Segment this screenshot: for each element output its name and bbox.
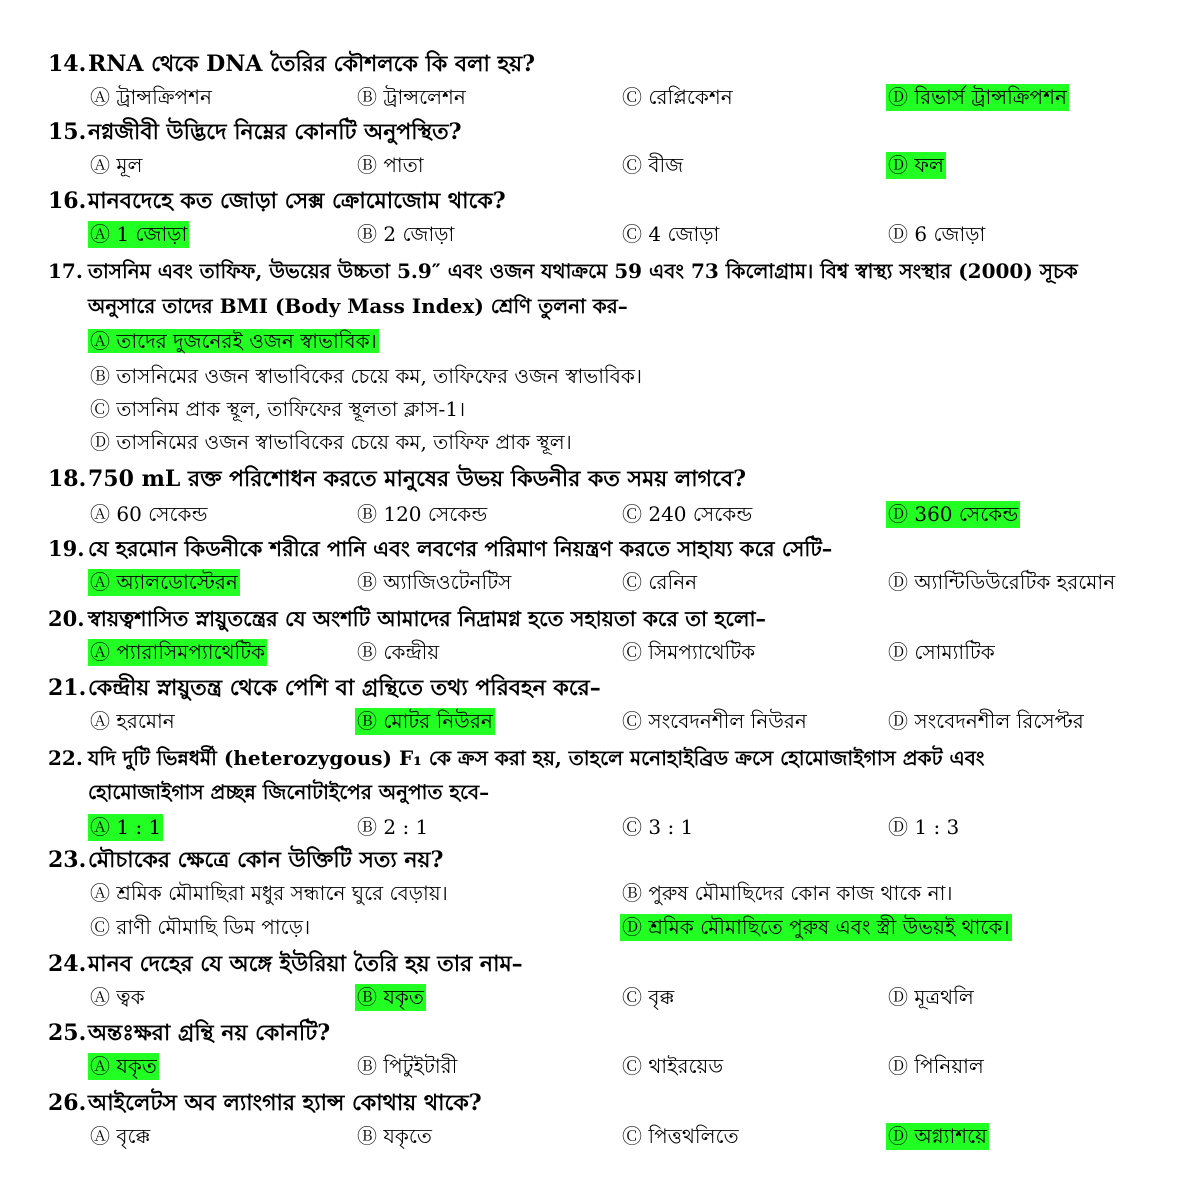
option-a[interactable]: Ⓐ হরমোন — [90, 709, 175, 733]
question-text: 750 mL রক্ত পরিশোধন করতে মানুষের উভয় কিডনীর কত সময় লাগবে? — [88, 466, 747, 492]
question-text: কেন্দ্রীয় স্নায়ুতন্ত্র থেকে পেশি বা গ্রন্থিতে তথ্য পরিবহন করে– — [88, 675, 601, 701]
question-23 — [48, 846, 1158, 874]
question-22-continued: হোমোজাইগাস প্রচ্ছন্ন জিনোটাইপের অনুপাত হবে– — [88, 780, 490, 804]
option-a-correct[interactable]: Ⓐ অ্যালডোস্টেরন — [90, 570, 238, 594]
question-15 — [48, 118, 1158, 146]
question-text: অন্তঃক্ষরা গ্রন্থি নয় কোনটি? — [88, 1020, 331, 1046]
question-25 — [48, 1019, 1158, 1047]
question-number: 25. — [48, 1020, 87, 1046]
option-d[interactable]: Ⓓ সোম্যাটিক — [888, 640, 995, 664]
option-a[interactable]: Ⓐ ট্রান্সক্রিপশন — [90, 85, 212, 109]
question-22 — [48, 744, 1158, 772]
option-a-correct[interactable]: Ⓐ 1 : 1 — [90, 815, 162, 839]
question-number: 24. — [48, 951, 87, 977]
option-b[interactable]: Ⓑ পিটুইটারী — [357, 1054, 458, 1078]
option-d-correct[interactable]: Ⓓ 360 সেকেন্ড — [888, 502, 1019, 526]
option-a[interactable]: Ⓐ 60 সেকেন্ড — [90, 502, 208, 526]
question-number: 14. — [48, 51, 87, 77]
question-18 — [48, 465, 1158, 493]
question-text: আইলেটস অব ল্যাংগার হ্যান্স কোথায় থাকে? — [88, 1090, 482, 1116]
question-text: যে হরমোন কিডনীকে শরীরে পানি এবং লবণের পরিমাণ নিয়ন্ত্রণ করতে সাহায্য করে সেটি– — [88, 536, 833, 561]
option-b[interactable]: Ⓑ পাতা — [357, 153, 424, 177]
question-number: 18. — [48, 466, 87, 492]
question-17-continued: অনুসারে তাদের BMI (Body Mass Index) শ্রেণি তুলনা কর– — [88, 294, 628, 318]
option-c[interactable]: Ⓒ রাণী মৌমাছি ডিম পাড়ে। — [90, 915, 311, 939]
option-c[interactable]: Ⓒ বৃক্ক — [622, 985, 675, 1009]
question-text: নগ্নজীবী উদ্ভিদে নিম্নের কোনটি অনুপস্থিত? — [88, 119, 462, 145]
option-b[interactable]: Ⓑ তাসনিমের ওজন স্বাভাবিকের চেয়ে কম, তাফিফের ওজন স্বাভাবিক। — [90, 364, 642, 388]
option-b[interactable]: Ⓑ 2 : 1 — [357, 815, 429, 839]
option-d[interactable]: Ⓓ পিনিয়াল — [888, 1054, 984, 1078]
question-number: 20. — [48, 606, 85, 631]
option-b-correct[interactable]: Ⓑ যকৃত — [357, 985, 424, 1009]
option-a[interactable]: Ⓐ বৃক্কে — [90, 1124, 151, 1148]
option-c[interactable]: Ⓒ পিত্তথলিতে — [622, 1124, 739, 1148]
option-a-correct[interactable]: Ⓐ প্যারাসিমপ্যাথেটিক — [90, 640, 266, 664]
question-text: স্বায়ত্বশাসিত স্নায়ুতন্ত্রের যে অংশটি আমাদের নিদ্রামগ্ন হতে সহায়তা করে তা হলো– — [88, 606, 767, 631]
question-14 — [48, 50, 1158, 78]
question-number: 22. — [48, 746, 83, 770]
option-b[interactable]: Ⓑ কেন্দ্রীয় — [357, 640, 440, 664]
option-a-correct[interactable]: Ⓐ তাদের দুজনেরই ওজন স্বাভাবিক। — [90, 329, 377, 353]
option-c[interactable]: Ⓒ বীজ — [622, 153, 684, 177]
question-16 — [48, 187, 1158, 215]
option-d-correct[interactable]: Ⓓ রিভার্স ট্রান্সক্রিপশন — [888, 85, 1067, 109]
option-d[interactable]: Ⓓ তাসনিমের ওজন স্বাভাবিকের চেয়ে কম, তাফিফ প্রাক স্থূল। — [90, 430, 572, 454]
option-a-correct[interactable]: Ⓐ 1 জোড়া — [90, 222, 188, 246]
question-text: মানব দেহের যে অঙ্গে ইউরিয়া তৈরি হয় তার নাম– — [88, 951, 523, 977]
option-d[interactable]: Ⓓ অ্যান্টিডিউরেটিক হরমোন — [888, 570, 1116, 594]
option-b-correct[interactable]: Ⓑ মোটর নিউরন — [357, 709, 493, 733]
option-b[interactable]: Ⓑ ট্রান্সলেশন — [357, 85, 466, 109]
option-d-correct[interactable]: Ⓓ ফল — [888, 153, 944, 177]
option-c[interactable]: Ⓒ সংবেদনশীল নিউরন — [622, 709, 807, 733]
option-c[interactable]: Ⓒ 4 জোড়া — [622, 222, 720, 246]
option-b[interactable]: Ⓑ অ্যাজিওটেনটিস — [357, 570, 512, 594]
question-19 — [48, 535, 1158, 563]
option-a[interactable]: Ⓐ ত্বক — [90, 985, 145, 1009]
option-b[interactable]: Ⓑ 120 সেকেন্ড — [357, 502, 488, 526]
option-d[interactable]: Ⓓ 6 জোড়া — [888, 222, 986, 246]
option-b[interactable]: Ⓑ 2 জোড়া — [357, 222, 455, 246]
option-d[interactable]: Ⓓ 1 : 3 — [888, 815, 960, 839]
question-number: 16. — [48, 188, 87, 214]
option-d-correct[interactable]: Ⓓ অগ্ন্যাশয়ে — [888, 1124, 987, 1148]
question-number: 15. — [48, 119, 87, 145]
question-17 — [48, 257, 1158, 285]
option-c[interactable]: Ⓒ 240 সেকেন্ড — [622, 502, 753, 526]
option-d[interactable]: Ⓓ মূত্রথলি — [888, 985, 974, 1009]
option-c[interactable]: Ⓒ সিমপ্যাথেটিক — [622, 640, 756, 664]
option-c[interactable]: Ⓒ 3 : 1 — [622, 815, 694, 839]
option-c[interactable]: Ⓒ তাসনিম প্রাক স্থূল, তাফিফের স্থূলতা ক্লাস-1। — [90, 397, 466, 421]
option-b[interactable]: Ⓑ যকৃতে — [357, 1124, 432, 1148]
option-d-correct[interactable]: Ⓓ শ্রমিক মৌমাছিতে পুরুষ এবং স্ত্রী উভয়ই থাকে। — [622, 915, 1010, 939]
question-text: RNA থেকে DNA তৈরির কৌশলকে কি বলা হয়? — [88, 51, 536, 77]
option-a[interactable]: Ⓐ মূল — [90, 153, 143, 177]
question-20 — [48, 605, 1158, 633]
question-21 — [48, 674, 1158, 702]
question-number: 21. — [48, 675, 87, 701]
option-c[interactable]: Ⓒ রেনিন — [622, 570, 698, 594]
question-text: যদি দুটি ভিন্নধর্মী (heterozygous) F₁ কে ক্রস করা হয়, তাহলে মনোহাইব্রিড ক্রসে হোমোজাইগাস প্রকট এবং — [88, 746, 985, 770]
question-number: 19. — [48, 536, 85, 561]
question-number: 17. — [48, 259, 83, 283]
option-b[interactable]: Ⓑ পুরুষ মৌমাছিদের কোন কাজ থাকে না। — [622, 881, 953, 905]
option-c[interactable]: Ⓒ রেপ্লিকেশন — [622, 85, 733, 109]
question-text: মানবদেহে কত জোড়া সেক্স ক্রোমোজোম থাকে? — [88, 188, 506, 214]
option-c[interactable]: Ⓒ থাইরয়েড — [622, 1054, 724, 1078]
option-a-correct[interactable]: Ⓐ যকৃত — [90, 1054, 157, 1078]
question-24 — [48, 950, 1158, 978]
option-d[interactable]: Ⓓ সংবেদনশীল রিসেপ্টর — [888, 709, 1084, 733]
question-26 — [48, 1089, 1158, 1117]
question-number: 26. — [48, 1090, 87, 1116]
question-text: তাসনিম এবং তাফিফ, উভয়ের উচ্চতা 5.9″ এবং ওজন যথাক্রমে 59 এবং 73 কিলোগ্রাম। বিশ্ব স্বাস্থ্য সংস্থার (2000) সূচক — [88, 259, 1078, 283]
option-a[interactable]: Ⓐ শ্রমিক মৌমাছিরা মধুর সন্ধানে ঘুরে বেড়ায়। — [90, 881, 448, 905]
question-number: 23. — [48, 847, 87, 873]
question-text: মৌচাকের ক্ষেত্রে কোন উক্তিটি সত্য নয়? — [88, 847, 444, 873]
